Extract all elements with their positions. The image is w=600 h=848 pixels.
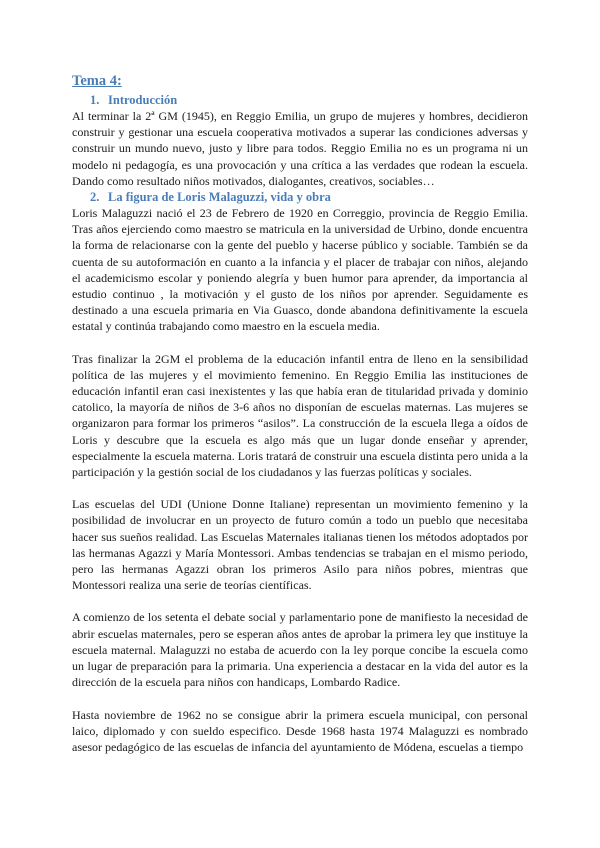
- section-title: Introducción: [108, 93, 178, 107]
- paragraph: Loris Malaguzzi nació el 23 de Febrero de 1920 en Correggio, provincia de Reggio Emilia. Tras años ejerciendo como maestro se matricula en la universidad de Urbino, donde encuentra la forma de relacionarse con la gente del pueblo y hacerse público y sociable. También se da cuenta de su autoformación en cuanto a la infancia y el placer de trabajar con niños, alejando el academicismo escolar y poniendo alegría y buen humor para aprender, da importancia al estudio continuo , la motivación y el gusto de los niños por aprender. Seguidamente es destinado a una escuela primaria en Via Guasco, donde abandona definitivamente la escuela estatal y continúa trabajando como maestro en la escuela media.: [72, 206, 528, 334]
- document-page: [72, 72, 528, 755]
- section-number: 1.: [90, 93, 100, 107]
- section-number: 2.: [90, 190, 100, 205]
- paragraph: Tras finalizar la 2GM el problema de la educación infantil entra de lleno en la sensibilidad política de las mujeres y el movimiento femenino. En Reggio Emilia las instituciones de educación infantil eran casi inexistentes y las que había eran de titularidad privada y dominio catolico, la mayoría de niños de 3-6 años no disponían de escuelas maternas. Las mujeres se organizaron para formar los primeros “asilos”. La construcción de la escuela llega a oídos de Loris y descubre que la escuela es algo más que un lugar donde enseñar y aprender, especialmente la escuela materna. Loris tratará de construir una escuela distinta pero unida a la participación y la gestión social de los ciudadanos y las fuerzas políticas y sociales.: [72, 351, 528, 480]
- paragraph: A comienzo de los setenta el debate social y parlamentario pone de manifiesto la necesidad de abrir escuelas maternales, pero se esperan años antes de aprobar la primera ley que instituye la escuela maternal. Malaguzzi no estaba de acuerdo con la ley porque concibe la escuela como un lugar de preparación para la primaria. Una experiencia a destacar en la vida del autor es la dirección de la escuela para niños con handicaps, Lombardo Radice.: [72, 610, 528, 690]
- paragraph: Al terminar la 2ª GM (1945), en Reggio Emilia, un grupo de mujeres y hombres, decidieron construir y gestionar una escuela cooperativa motivados a superar las condiciones adversas y construir un mundo nuevo, justo y libre para todos. Reggio Emilia no es un programa ni un modelo ni pedagogía, es una provocación y una crítica a las verdades que rodean la escuela. Dando como resultado niños motivados, dialogantes, creativos, sociables…: [72, 109, 528, 188]
- paragraph: Hasta noviembre de 1962 no se consigue abrir la primera escuela municipal, con personal laico, diplomado y con sueldo especifico. Desde 1968 hasta 1974 Malaguzzi es nombrado asesor pedagógico de las escuelas de infancia del ayuntamiento de Módena, escuelas a tiempo: [72, 707, 528, 754]
- section-heading-malaguzzi: [72, 189, 528, 205]
- section-heading-introduccion: [72, 92, 528, 108]
- section-title: La figura de Loris Malaguzzi, vida y obra: [108, 190, 331, 205]
- paragraph: Las escuelas del UDI (Unione Donne Italiane) representan un movimiento femenino y la posibilidad de involucrar en un proyecto de futuro común a todo un pueblo que necesitaba hacer sus sueños realidad. Las Escuelas Maternales italianas tienen los métodos adoptados por las hermanas Agazzi y María Montessori. Ambas tendencias se trabajan en el mismo periodo, pero las hermanas Agazzi obran los primeros Asilo para niños pobres, mientras que Montessori realiza una serie de teorías científicas.: [72, 497, 528, 593]
- document-title: Tema 4:: [72, 73, 122, 89]
